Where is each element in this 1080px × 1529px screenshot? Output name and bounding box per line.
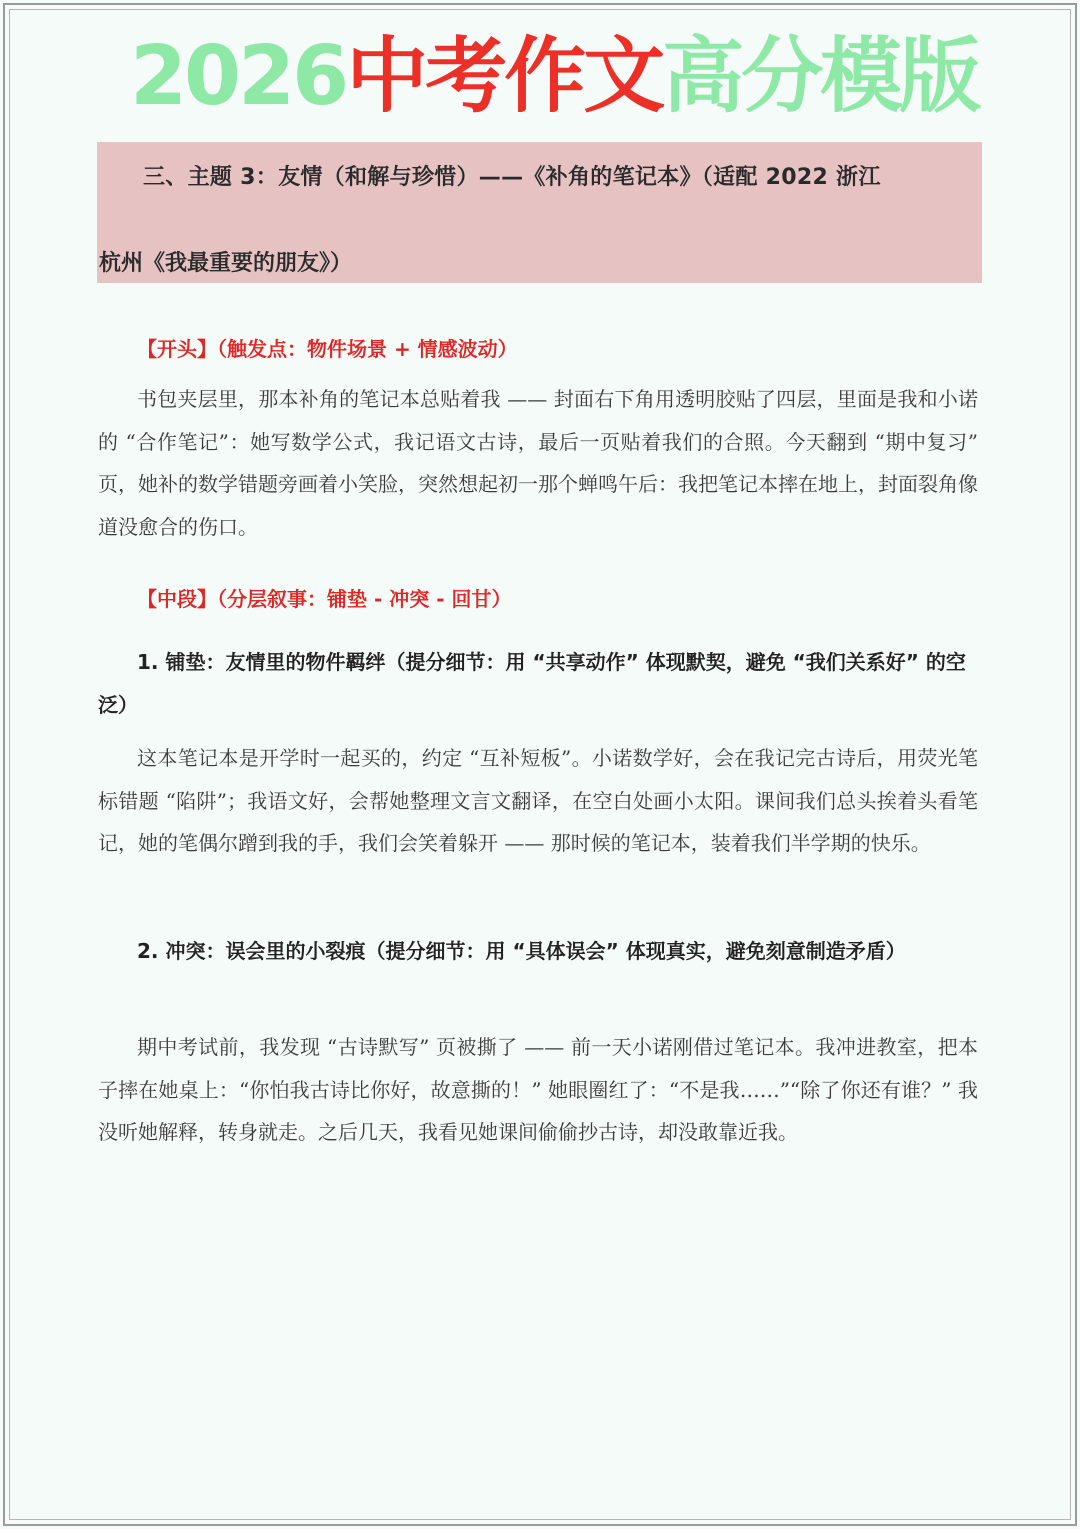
theme-heading-line-1: 三、主题 3：友情（和解与珍惜）——《补角的笔记本》（适配 2022 浙江 [143,165,881,190]
theme-heading-line-2: 杭州《我最重要的朋友》） [99,251,353,276]
point-1-paragraph: 这本笔记本是开学时一起买的，约定 “互补短板”。小诺数学好，会在我记完古诗后，用荧光笔标错题 “陷阱”；我语文好，会帮她整理文言文翻译，在空白处画小太阳。课间我们总头挨着头看笔记，她的笔偶尔蹭到我的手，我们会笑着躲开 —— 那时候的笔记本，装着我们半学期的快乐。 [98,746,978,855]
title-subject: 中考作文 [346,29,663,124]
opening-section-heading: 【开头】（触发点：物件场景 + 情感波动） [137,337,518,361]
page-title-banner [130,22,1010,132]
title-template: 高分模版 [662,29,979,124]
theme-heading-box [97,142,982,283]
opening-paragraph: 书包夹层里，那本补角的笔记本总贴着我 —— 封面右下角用透明胶贴了四层，里面是我和小诺的 “合作笔记”：她写数学公式，我记语文古诗，最后一页贴着我们的合照。今天翻到 “期中复习” 页，她补的数学错题旁画着小笑脸，突然想起初一那个蝉鸣午后：我把笔记本摔在地上，封面裂角像道没愈合的伤口。 [98,387,978,539]
title-year: 2026 [130,29,347,124]
middle-section-heading: 【中段】（分层叙事：铺垫 - 冲突 - 回甘） [137,587,512,611]
point-2-paragraph: 期中考试前，我发现 “古诗默写” 页被撕了 —— 前一天小诺刚借过笔记本。我冲进教室，把本子摔在她桌上：“你怕我古诗比你好，故意撕的！” 她眼圈红了：“不是我……”“除了你还有谁？” 我没听她解释，转身就走。之后几天，我看见她课间偷偷抄古诗，却没敢靠近我。 [98,1035,978,1144]
point-2-heading: 2. 冲突：误会里的小裂痕（提分细节：用 “具体误会” 体现真实，避免刻意制造矛盾） [137,939,906,963]
point-1-heading: 1. 铺垫：友情里的物件羁绊（提分细节：用 “共享动作” 体现默契，避免 “我们关系好” 的空泛） [98,650,966,717]
